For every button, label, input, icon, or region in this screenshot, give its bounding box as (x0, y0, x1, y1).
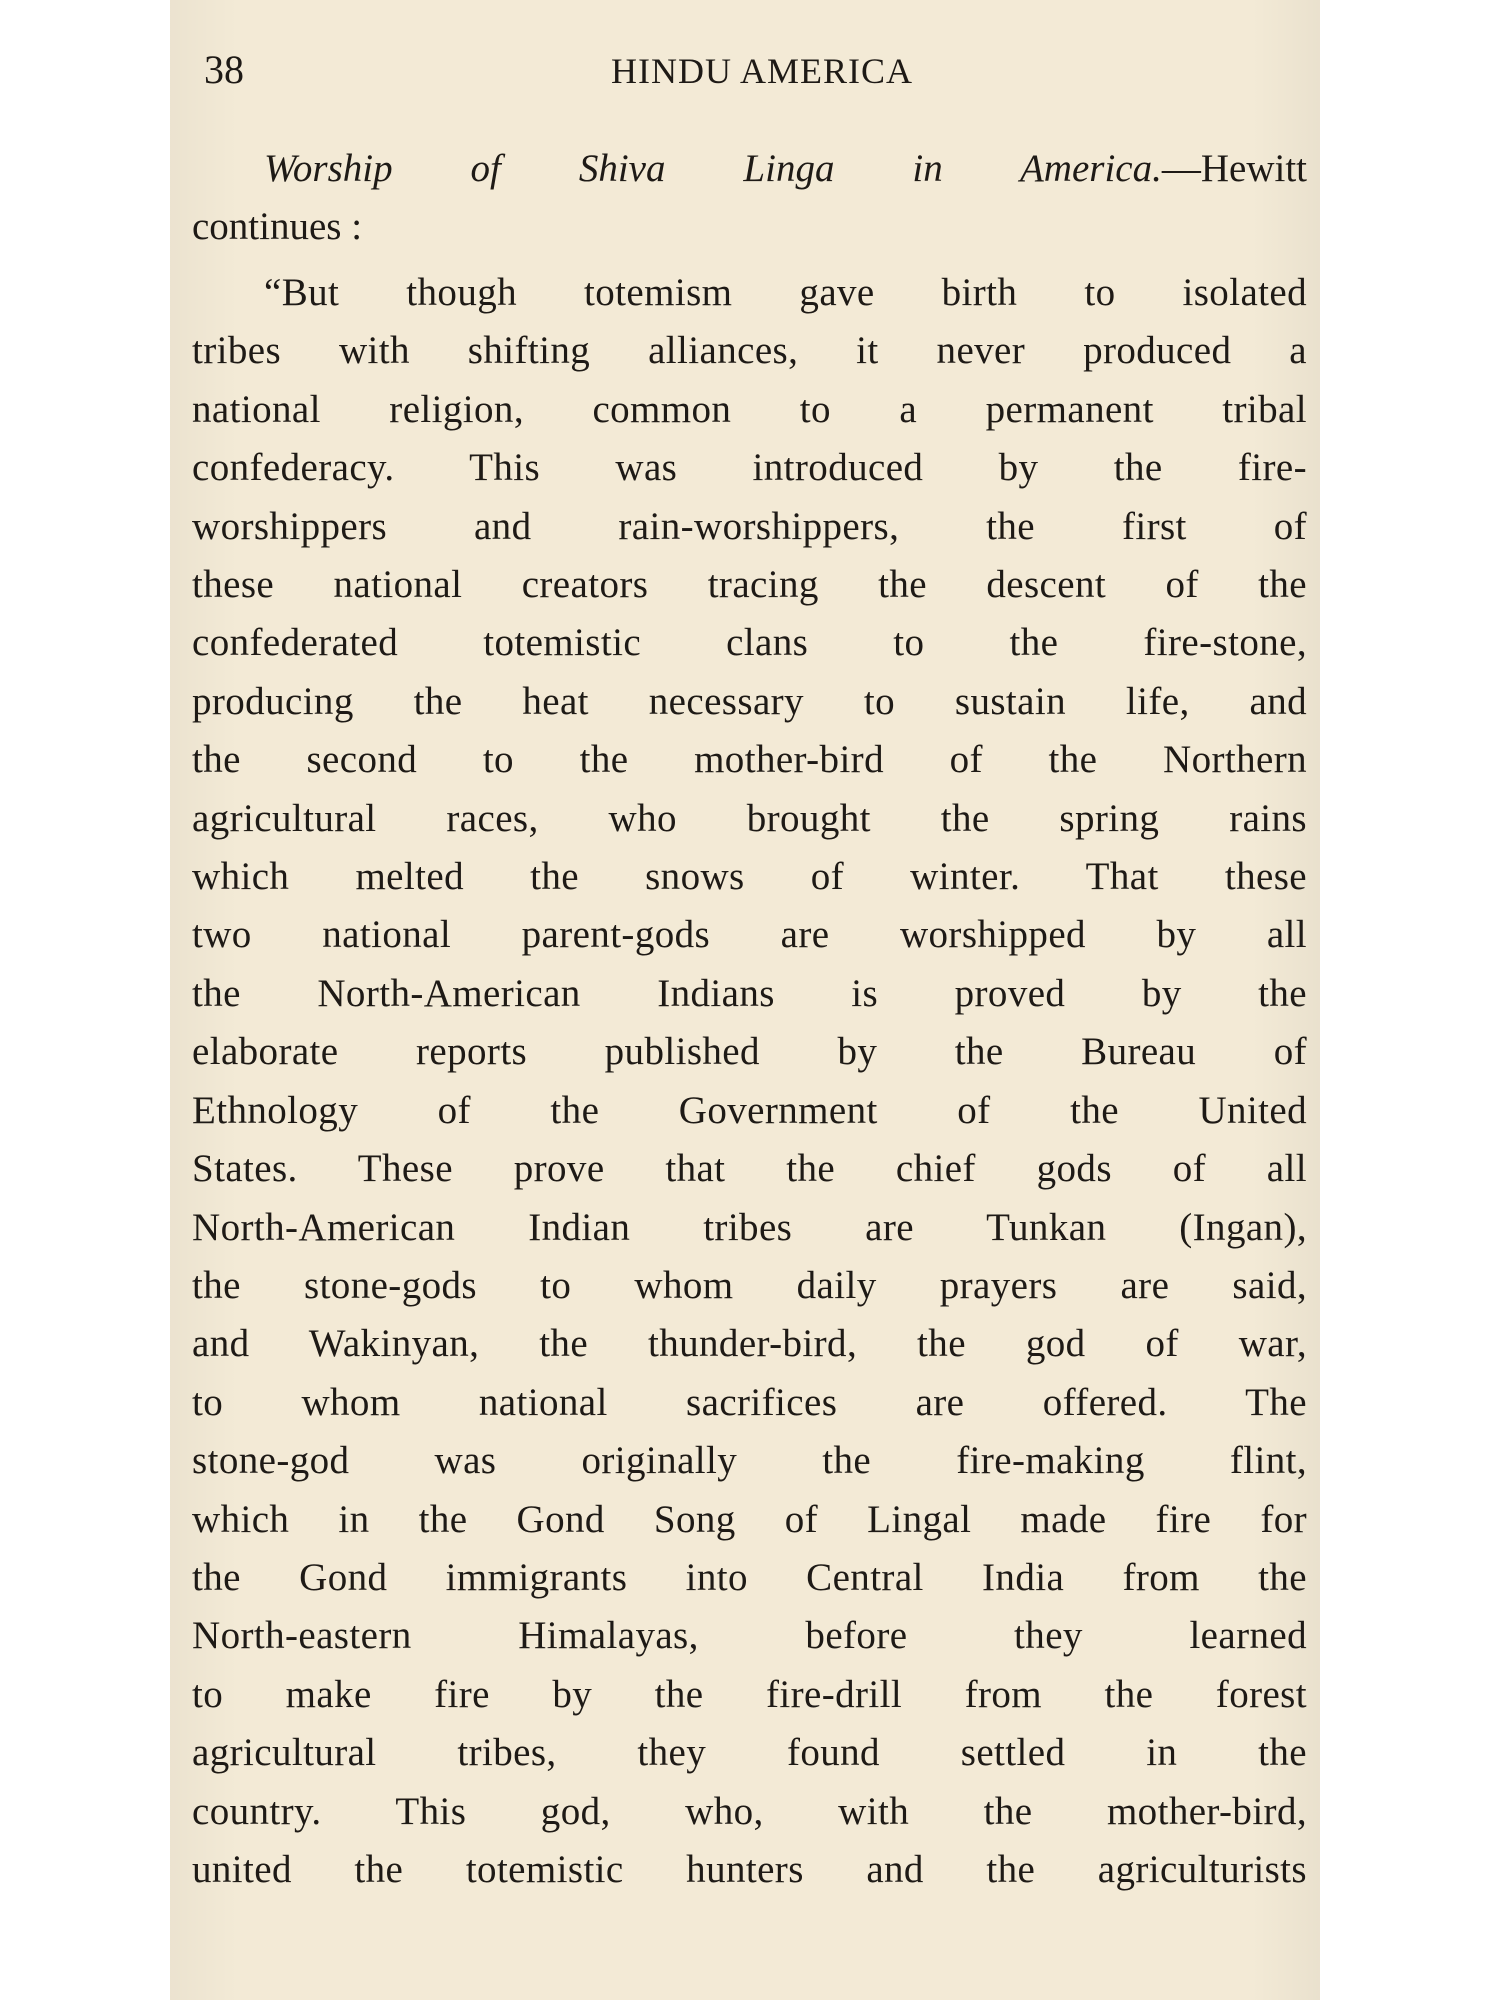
text-line: which melted the snows of winter. That these (192, 855, 1307, 899)
text-line: confederated totemistic clans to the fire-stone, (192, 621, 1307, 665)
section-title: Worship of Shiva Linga in America. (264, 147, 1162, 190)
page-header (204, 46, 1280, 106)
quotation-block (192, 264, 1307, 1899)
text-line: national religion, common to a permanent tribal (192, 387, 1307, 431)
text-line: North-American Indian tribes are Tunkan (Ingan), (192, 1205, 1307, 1249)
text-line: country. This god, who, with the mother-bird, (192, 1789, 1307, 1833)
text-line: Ethnology of the Government of the United (192, 1088, 1307, 1132)
text-line: worshippers and rain-worshippers, the first of (192, 504, 1307, 548)
text-line: States. These prove that the chief gods of all (192, 1147, 1307, 1191)
text-line: the Gond immigrants into Central India from the (192, 1555, 1307, 1599)
text-line: producing the heat necessary to sustain life, and (192, 679, 1307, 723)
text-line: to whom national sacrifices are offered. The (192, 1380, 1307, 1424)
text-line: elaborate reports published by the Bureau of (192, 1030, 1307, 1074)
text-line: the North-American Indians is proved by the (192, 971, 1307, 1015)
section-title-tail: —Hewitt (1161, 147, 1307, 190)
text-line: agricultural races, who brought the spring rains (192, 796, 1307, 840)
text-line: the stone-gods to whom daily prayers are said, (192, 1263, 1307, 1307)
page-body (192, 140, 1307, 1899)
text-line: “But though totemism gave birth to isolated (264, 271, 1307, 314)
continues-text: continues : (192, 205, 363, 248)
text-line: tribes with shifting alliances, it never produced a (192, 329, 1307, 373)
text-line: two national parent-gods are worshipped by all (192, 913, 1307, 957)
text-line: confederacy. This was introduced by the fire- (192, 446, 1307, 490)
book-page (170, 0, 1320, 2000)
text-line: and Wakinyan, the thunder-bird, the god of war, (192, 1322, 1307, 1366)
text-line: to make fire by the fire-drill from the forest (192, 1672, 1307, 1716)
text-line: stone-god was originally the fire-making flint, (192, 1439, 1307, 1483)
section-heading (192, 140, 1307, 198)
text-line: North-eastern Himalayas, before they learned (192, 1614, 1307, 1658)
text-line: united the totemistic hunters and the agriculturists (192, 1847, 1307, 1891)
running-head: HINDU AMERICA (610, 51, 913, 91)
text-line: which in the Gond Song of Lingal made fire for (192, 1497, 1307, 1541)
text-line: agricultural tribes, they found settled in the (192, 1731, 1307, 1775)
page-number: 38 (204, 47, 244, 92)
text-line: the second to the mother-bird of the Northern (192, 738, 1307, 782)
text-line: these national creators tracing the descent of the (192, 563, 1307, 607)
